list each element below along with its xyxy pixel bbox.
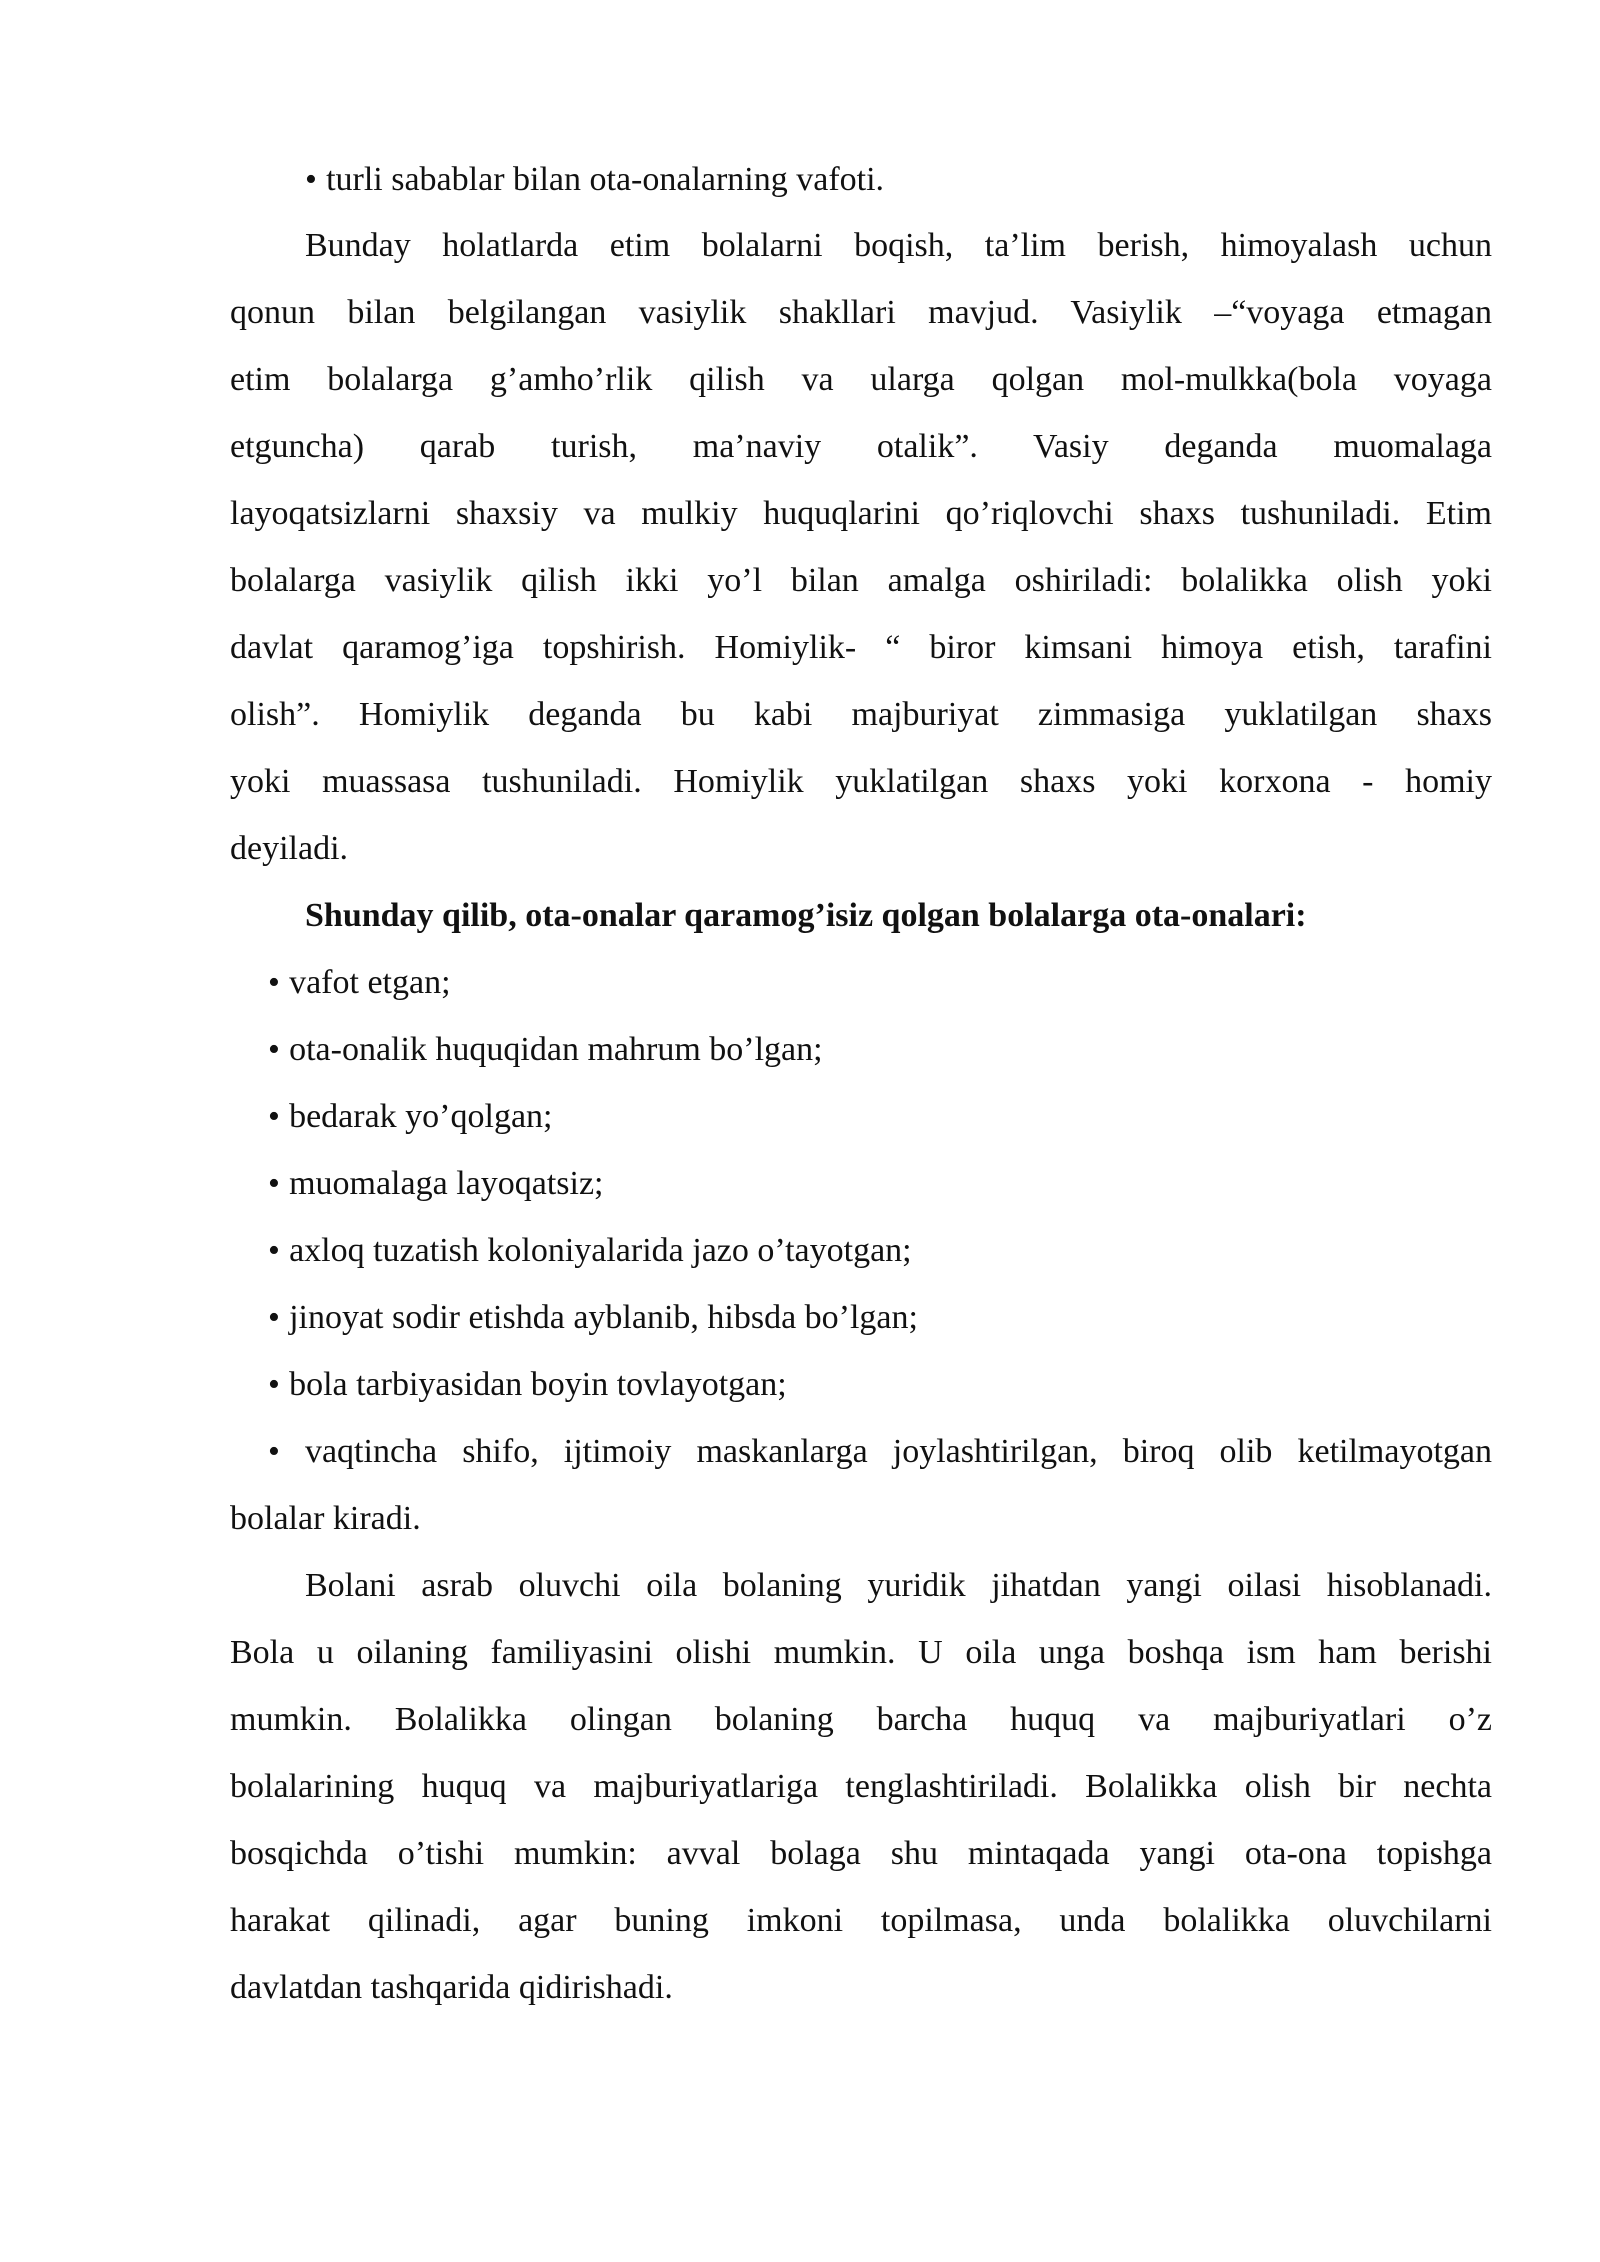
list-item-text: vafot etgan;	[289, 964, 451, 1001]
paragraph2-line: mumkin. Bolalikka olingan bolaning barcha huquq va majburiyatlari o’z	[230, 1701, 1492, 1738]
paragraph1-line: bolalarga vasiylik qilish ikki yo’l bilan amalga oshiriladi: bolalikka olish yoki	[230, 562, 1492, 599]
intro-bullet-item	[305, 146, 1567, 213]
list-item	[268, 1284, 1530, 1351]
list-item	[268, 1016, 1530, 1083]
paragraph1-line: etguncha) qarab turish, ma’naviy otalik”. Vasiy deganda muomalaga	[230, 428, 1492, 465]
intro-bullet-text: turli sabablar bilan ota-onalarning vafoti.	[326, 161, 885, 198]
list-item	[268, 1150, 1530, 1217]
list-item-text: bedarak yo’qolgan;	[289, 1098, 553, 1135]
bullet-icon: •	[268, 1433, 280, 1470]
list-item-text: ota-onalik huquqidan mahrum bo’lgan;	[289, 1031, 823, 1068]
bold-heading: Shunday qilib, ota-onalar qaramog’isiz qolgan bolalarga ota-onalari:	[305, 897, 1307, 934]
paragraph2-line: bosqichda o’tishi mumkin: avval bolaga shu mintaqada yangi ota-ona topishga	[230, 1835, 1492, 1872]
paragraph2-line: Bolani asrab oluvchi oila bolaning yuridik jihatdan yangi oilasi hisoblanadi.	[305, 1567, 1492, 1604]
list-item	[268, 1351, 1530, 1418]
bullet-icon: •	[268, 964, 280, 1001]
list-item-text: muomalaga layoqatsiz;	[289, 1165, 604, 1202]
paragraph1-line: layoqatsizlarni shaxsiy va mulkiy huquqlarini qo’riqlovchi shaxs tushuniladi. Etim	[230, 495, 1492, 532]
bullet-icon: •	[268, 1299, 280, 1336]
list-item	[268, 1217, 1530, 1284]
paragraph1-line: yoki muassasa tushuniladi. Homiylik yuklatilgan shaxs yoki korxona - homiy	[230, 763, 1492, 800]
paragraph1-line: deyiladi.	[230, 830, 349, 867]
list-item	[268, 949, 1530, 1016]
bullet-icon: •	[268, 1366, 280, 1403]
list-item-text: jinoyat sodir etishda ayblanib, hibsda bo’lgan;	[289, 1299, 918, 1336]
bullet-icon: •	[305, 161, 317, 198]
paragraph2-line: bolalarining huquq va majburiyatlariga tenglashtiriladi. Bolalikka olish bir nechta	[230, 1768, 1492, 1805]
paragraph2-line: davlatdan tashqarida qidirishadi.	[230, 1969, 673, 2006]
list-item	[268, 1083, 1530, 1150]
paragraph1-line: qonun bilan belgilangan vasiylik shakllari mavjud. Vasiylik –“voyaga etmagan	[230, 294, 1492, 331]
paragraph1-line: Bunday holatlarda etim bolalarni boqish, ta’lim berish, himoyalash uchun	[305, 227, 1492, 264]
bullet-icon: •	[268, 1098, 280, 1135]
list-item-last	[268, 1418, 1492, 1485]
bullet-icon: •	[268, 1165, 280, 1202]
list-item-text: axloq tuzatish koloniyalarida jazo o’tayotgan;	[289, 1232, 912, 1269]
paragraph1-line: davlat qaramog’iga topshirish. Homiylik- “ biror kimsani himoya etish, tarafini	[230, 629, 1492, 666]
bullet-icon: •	[268, 1232, 280, 1269]
paragraph1-line: olish”. Homiylik deganda bu kabi majburiyat zimmasiga yuklatilgan shaxs	[230, 696, 1492, 733]
list-item-text: bola tarbiyasidan boyin tovlayotgan;	[289, 1366, 787, 1403]
list-item-text: vaqtincha shifo, ijtimoiy maskanlarga joylashtirilgan, biroq olib ketilmayotgan	[304, 1433, 1492, 1470]
paragraph1-line: etim bolalarga g’amho’rlik qilish va ularga qolgan mol-mulkka(bola voyaga	[230, 361, 1492, 398]
bullet-icon: •	[268, 1031, 280, 1068]
paragraph2-line: Bola u oilaning familiyasini olishi mumkin. U oila unga boshqa ism ham berishi	[230, 1634, 1492, 1671]
paragraph2-line: harakat qilinadi, agar buning imkoni topilmasa, unda bolalikka oluvchilarni	[230, 1902, 1492, 1939]
list-item-continuation: bolalar kiradi.	[230, 1500, 421, 1537]
